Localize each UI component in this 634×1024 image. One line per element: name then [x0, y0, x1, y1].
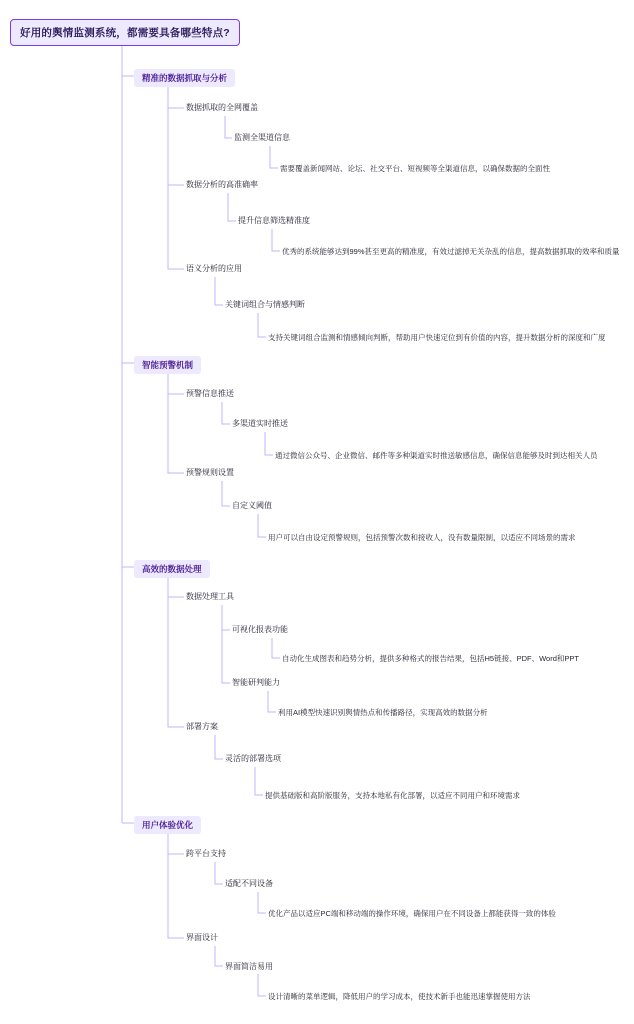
topic-node-3-1[interactable]: 数据处理工具: [186, 592, 234, 601]
subtopic-node-1-2-1[interactable]: 提升信息筛选精准度: [238, 216, 310, 225]
subtopic-node-3-1-1[interactable]: 可视化报表功能: [232, 625, 288, 634]
topic-node-2-2[interactable]: 预警规则设置: [186, 468, 234, 477]
subtopic-node-2-2-1[interactable]: 自定义阈值: [232, 501, 272, 510]
branch-node-2[interactable]: 智能预警机制: [134, 356, 201, 374]
branch-node-1[interactable]: 精准的数据抓取与分析: [134, 69, 235, 87]
topic-node-1-2[interactable]: 数据分析的高准确率: [186, 180, 258, 189]
detail-node-3-2-1-1[interactable]: 提供基础版和高阶版服务，支持本地私有化部署，以适应不同用户和环境需求: [265, 791, 520, 800]
subtopic-node-4-2-1[interactable]: 界面简洁易用: [225, 962, 273, 971]
branch-node-3[interactable]: 高效的数据处理: [134, 560, 210, 578]
detail-node-3-1-1-1[interactable]: 自动化生成图表和趋势分析，提供多种格式的报告结果，包括H5链接、PDF、Word和PPT: [282, 654, 579, 663]
detail-node-3-1-2-1[interactable]: 利用AI模型快速识别舆情热点和传播路径，实现高效的数据分析: [278, 708, 488, 717]
topic-node-1-3[interactable]: 语义分析的应用: [186, 264, 242, 273]
detail-node-2-2-1-1[interactable]: 用户可以自由设定预警规则，包括预警次数和接收人，没有数量限制，以适应不同场景的需求: [268, 533, 576, 542]
detail-node-1-3-1-1[interactable]: 支持关键词组合监测和情感倾向判断，帮助用户快速定位到有价值的内容，提升数据分析的深度和广度: [268, 333, 606, 342]
subtopic-node-1-3-1[interactable]: 关键词组合与情感判断: [225, 300, 305, 309]
topic-node-1-1[interactable]: 数据抓取的全网覆盖: [186, 103, 258, 112]
detail-node-1-2-1-1[interactable]: 优秀的系统能够达到99%甚至更高的精准度，有效过滤掉无关杂乱的信息，提高数据抓取的效率和质量: [282, 247, 620, 256]
detail-node-4-1-1-1[interactable]: 优化产品以适应PC端和移动端的操作环境，确保用户在不同设备上都能获得一致的体验: [268, 909, 556, 918]
topic-node-2-1[interactable]: 预警信息推送: [186, 389, 234, 398]
subtopic-node-2-1-1[interactable]: 多渠道实时推送: [232, 419, 288, 428]
root-node[interactable]: 好用的舆情监测系统，都需要具备哪些特点?: [10, 19, 240, 46]
topic-node-4-2[interactable]: 界面设计: [186, 933, 218, 942]
subtopic-node-1-1-1[interactable]: 监测全渠道信息: [234, 133, 290, 142]
subtopic-node-4-1-1[interactable]: 适配不同设备: [225, 879, 273, 888]
detail-node-2-1-1-1[interactable]: 通过微信公众号、企业微信、邮件等多种渠道实时推送敏感信息，确保信息能够及时到达相关人员: [275, 451, 598, 460]
topic-node-4-1[interactable]: 跨平台支持: [186, 849, 226, 858]
branch-node-4[interactable]: 用户体验优化: [134, 816, 201, 834]
topic-node-3-2[interactable]: 部署方案: [186, 722, 218, 731]
detail-node-1-1-1-1[interactable]: 需要覆盖新闻网站、论坛、社交平台、短视频等全渠道信息，以确保数据的全面性: [280, 164, 550, 173]
subtopic-node-3-2-1[interactable]: 灵活的部署选项: [225, 754, 281, 763]
detail-node-4-2-1-1[interactable]: 设计清晰的菜单逻辑，降低用户的学习成本，使技术新手也能迅速掌握使用方法: [268, 992, 531, 1001]
subtopic-node-3-1-2[interactable]: 智能研判能力: [232, 678, 280, 687]
